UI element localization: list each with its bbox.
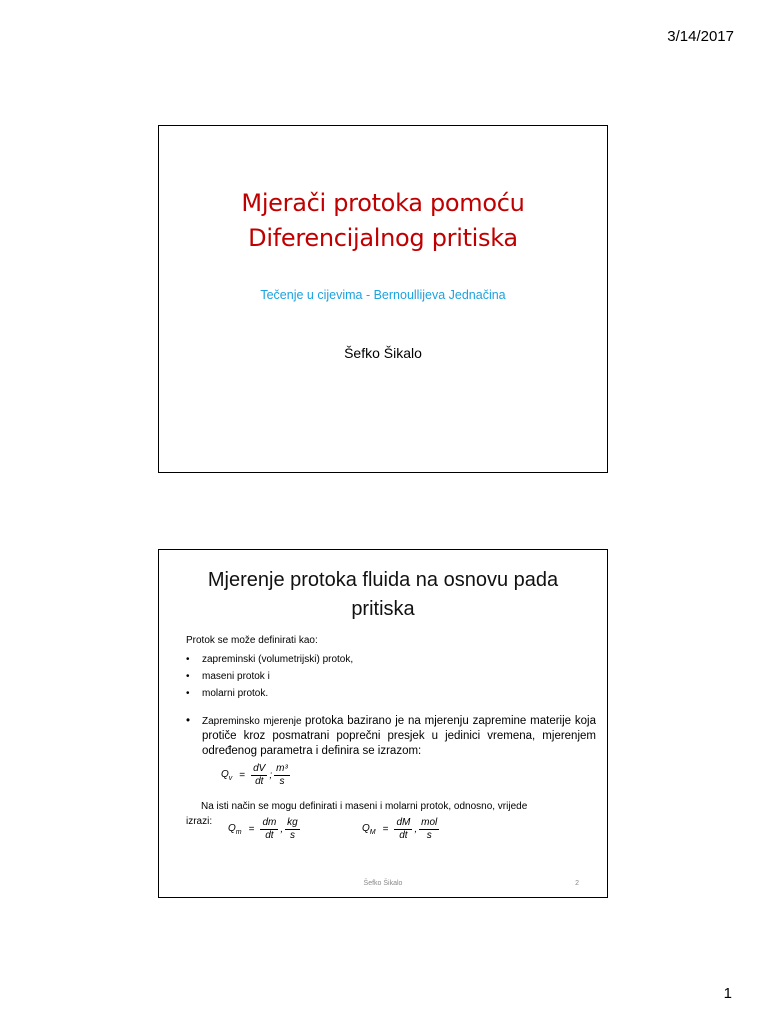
slide-1-title-line1: Mjerači protoka pomoću (241, 189, 525, 217)
print-date: 3/14/2017 (667, 28, 734, 45)
list-item: • zapreminski (volumetrijski) protok, (186, 651, 353, 668)
slide-2-title (159, 566, 607, 624)
slide-1-title (159, 186, 607, 256)
list-item: • molarni protok. (186, 685, 353, 702)
slide-1-title-line2: Diferencijalnog pritiska (248, 224, 518, 252)
paragraph-start: Zapreminsko mjerenje (202, 716, 306, 727)
slide-1-subtitle: Tečenje u cijevima - Bernoullijeva Jednačina (260, 288, 506, 302)
bullet-icon: • (186, 654, 190, 665)
slide-1 (158, 125, 608, 473)
slide-2-footer-author: Šefko Šikalo (363, 880, 403, 887)
slide-2-intro: Protok se može definirati kao: (186, 635, 318, 646)
page-number: 1 (723, 985, 732, 1002)
slide-2-title-line2: pritiska (351, 598, 415, 620)
flow-types-list (186, 651, 353, 702)
volumetric-paragraph (186, 714, 596, 759)
slide-2-title-line1: Mjerenje protoka fluida na osnovu pada (207, 569, 559, 591)
formula-mass: $Q_m$ = $\frac{dm}{dt}$ , $\frac{kg}{s}$ (228, 817, 298, 841)
formula-molar: $Q_M$ = $\frac{dM}{dt}$ , $\frac{\text{mol}}{s}$ (362, 817, 438, 841)
slide-2-footer-number: 2 (575, 880, 579, 887)
slide-1-author: Šefko Šikalo (344, 345, 422, 361)
list-item: • maseni protok i (186, 668, 353, 685)
bullet-icon: • (186, 688, 190, 699)
bullet-icon: • (186, 671, 190, 682)
slide-2 (158, 549, 608, 898)
paragraph-rest: protoka bazirano je na mjerenju zapremine materije koja protiče kroz posmatrani poprečni presjek u jedinici vremena, mjerenjem određenog parametra i definira se izrazom: (202, 715, 596, 757)
formula-volumetric: $Q_v$ = $\frac{dV}{dt}$ ; $\frac{\text{m³}}{s}$ (221, 763, 288, 787)
mass-molar-paragraph: Na isti način se mogu definirati i maseni i molarni protok, odnosno, vrijede izrazi: (186, 801, 528, 827)
bullet-icon: • (186, 715, 191, 727)
